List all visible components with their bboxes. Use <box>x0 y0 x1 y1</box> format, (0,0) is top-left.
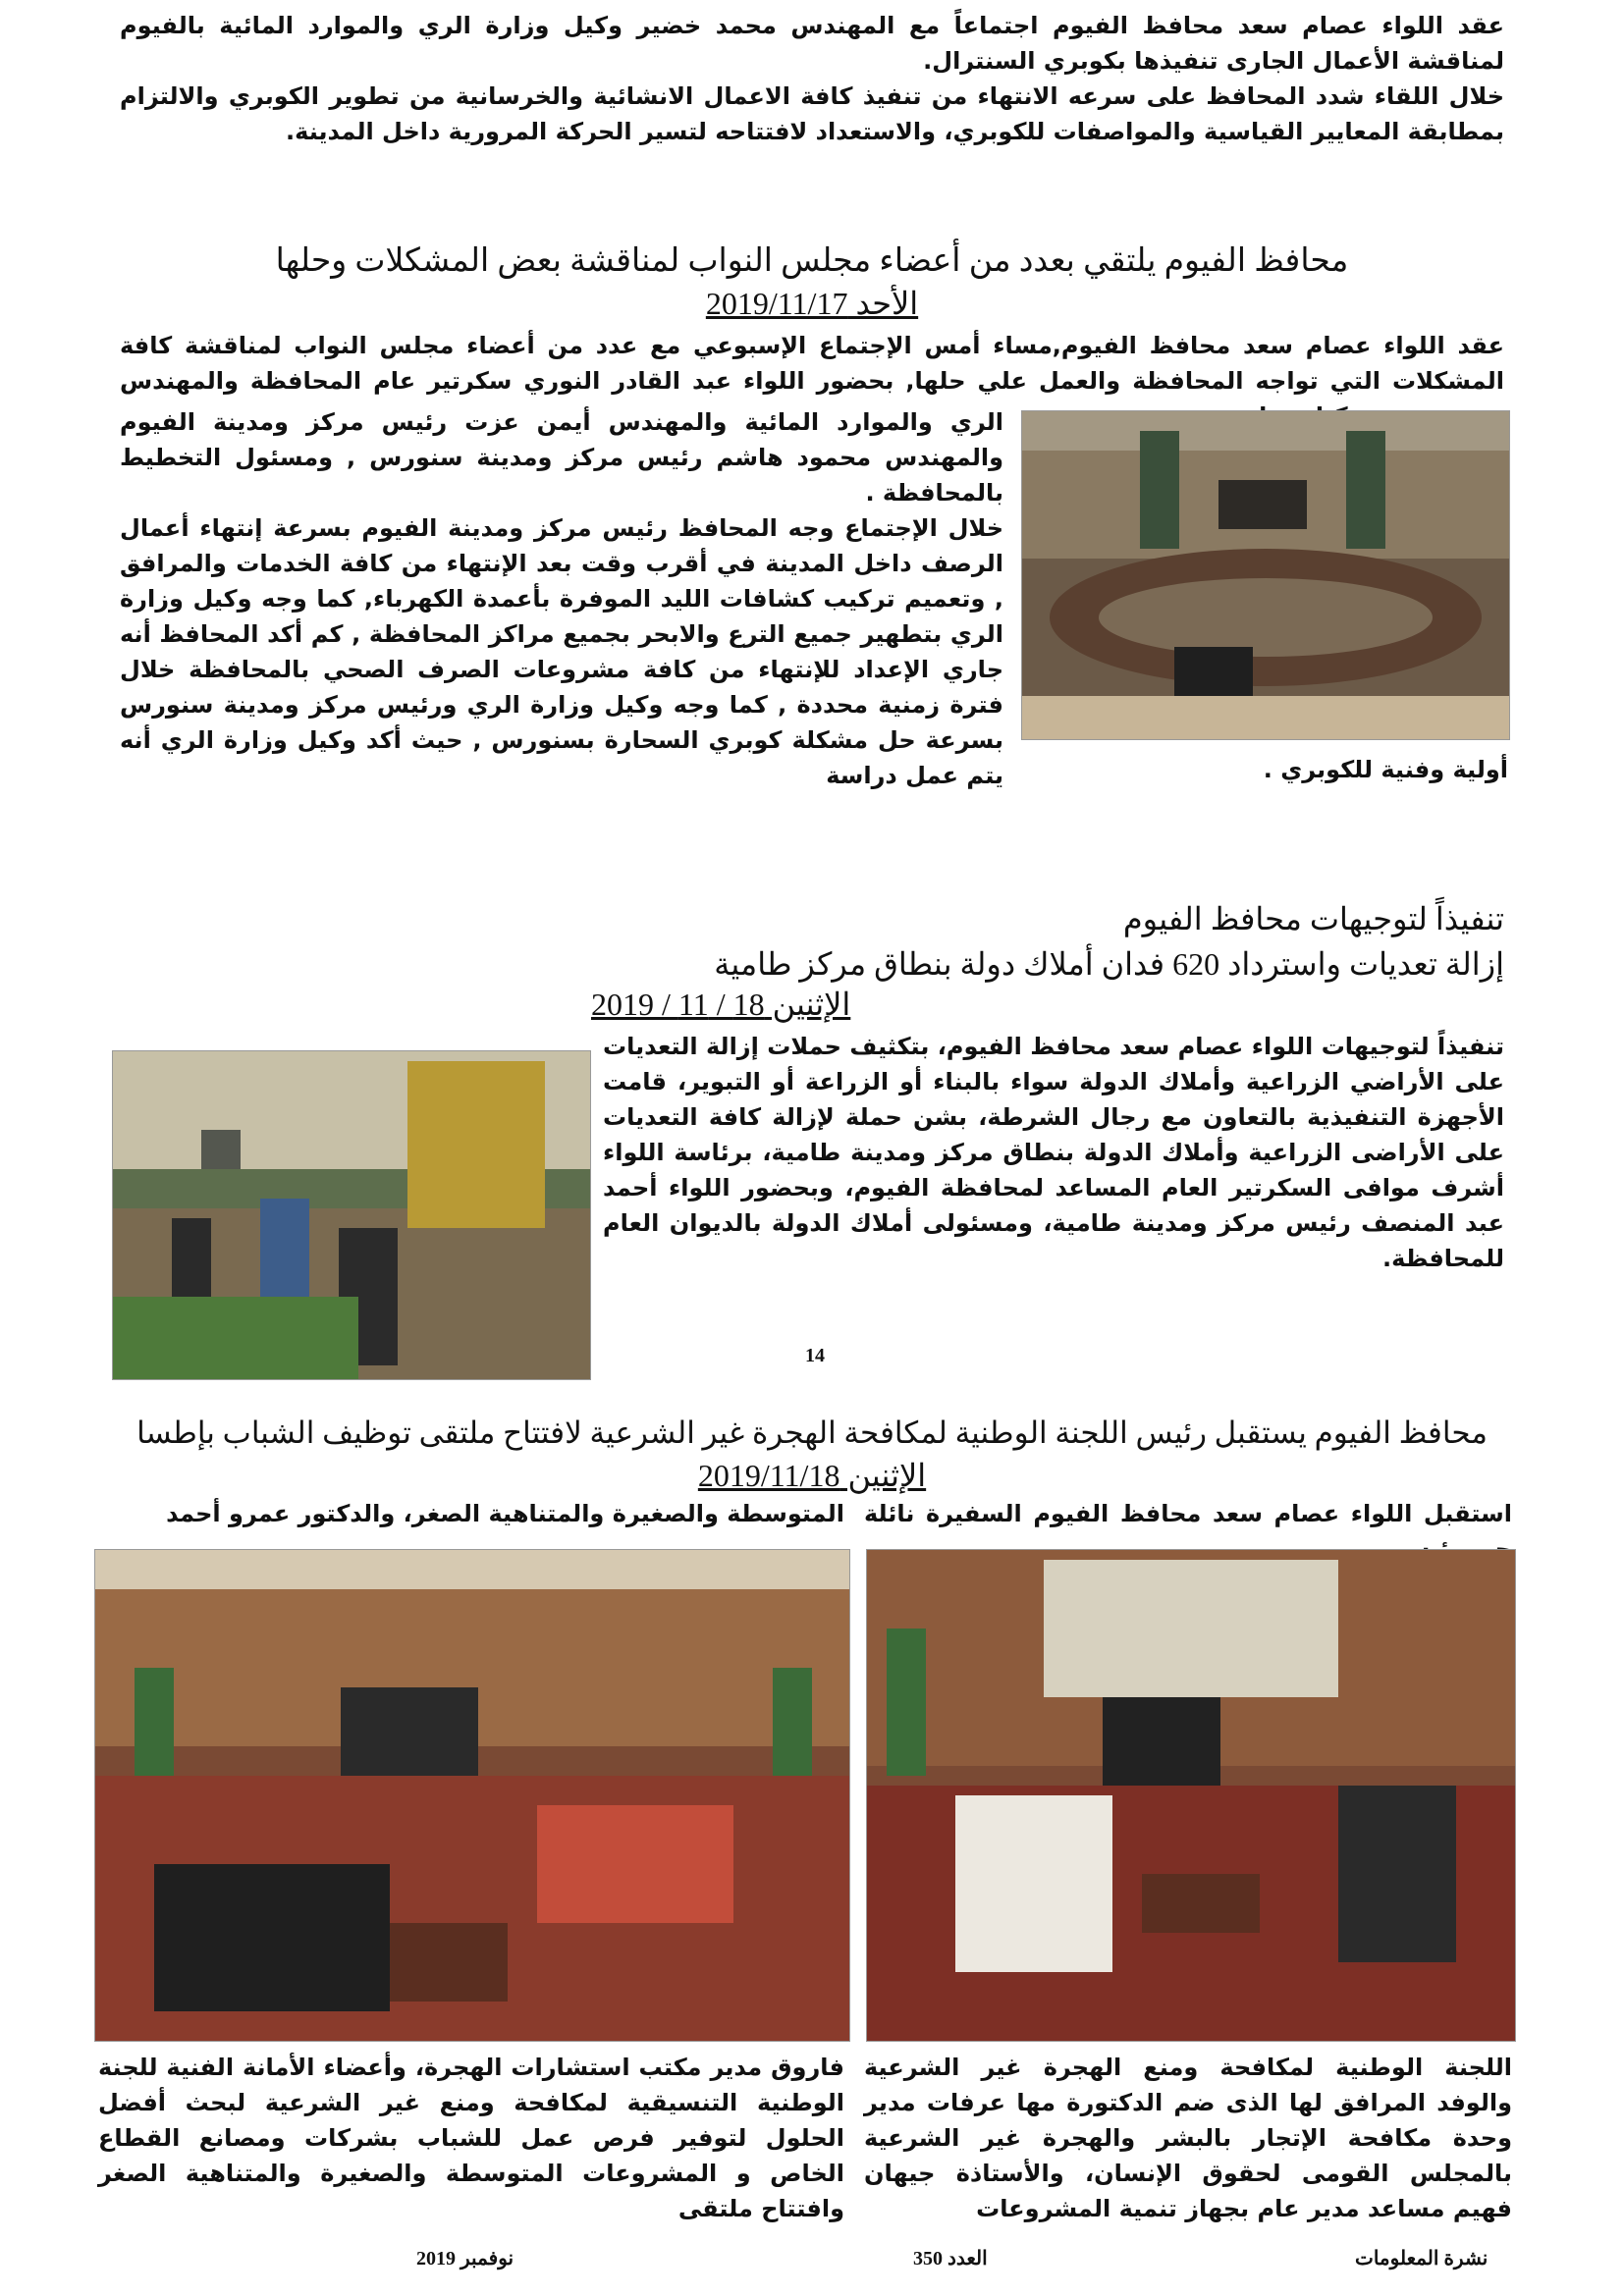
article2-title-1: تنفيذاً لتوجيهات محافظ الفيوم <box>1122 901 1504 936</box>
demolition-photo <box>112 1050 591 1380</box>
article2-body-text: تنفيذاً لتوجيهات اللواء عصام سعد محافظ الفيوم، بتكثيف حملات إزالة التعديات على الأراضي الزراعية وأملاك الدولة سواء بالبناء أو الزراعة أو التبوير، قامت الأجهزة التنفيذية بالتعاون مع رجال الشرطة، بشن حملة لإزالة كافة التعديات على الأراضى الزراعية وأملاك الدولة بنطاق مركز ومدينة طامية، برئاسة اللواء أشرف موافى السكرتير العام المساعد لمحافظة الفيوم، وبحضور اللواء أحمد عبد المنصف رئيس مركز ومدينة طامية، ومسئولى أملاك الدولة بالديوان العام للمحافظة. <box>603 1033 1504 1272</box>
intro-paragraph-2: خلال اللقاء شدد المحافظ على سرعه الانتهاء من تنفيذ كافة الاعمال الانشائية والخرسانية من تطوير الكوبري والالتزام بمطابقة المعايير القياسية والمواصفات للكوبري، والاستعداد لافتتاحه لتسير الحركة المرورية داخل المدينة. <box>120 82 1504 145</box>
office-photo-right-image <box>867 1550 1515 2041</box>
footer-bulletin: نشرة المعلومات <box>1355 2248 1489 2269</box>
article2-date: الإثنين 18 / 11 / 2019 <box>591 987 851 1022</box>
meeting-photo <box>1021 410 1510 740</box>
office-photo-right <box>866 1549 1516 2042</box>
article3-date: الإثنين 2019/11/18 <box>697 1458 927 1493</box>
article3-left-top <box>98 1496 844 1531</box>
article1-date: الأحد 2019/11/17 <box>705 286 919 321</box>
office-photo-left-image <box>95 1550 849 2041</box>
article3-title: محافظ الفيوم يستقبل رئيس اللجنة الوطنية لمكافحة الهجرة غير الشرعية لافتتاح ملتقى توظيف الشباب بإطسا <box>136 1415 1488 1450</box>
article1-column-text-2: خلال الإجتماع وجه المحافظ رئيس مركز ومدينة الفيوم بسرعة إنتهاء أعمال الرصف داخل المدينة في أقرب وقت بعد الإنتهاء من كافة الخدمات والمرافق , وتعميم تركيب كشافات الليد الموفرة بأعمدة الكهرباء, كما وجه وكيل وزارة الري بتطهير جميع الترع والابحر بجميع مراكز المحافظة , كم أكد المحافظ أنه جاري الإعداد للإنتهاء من كافة مشروعات الصرف الصحي بالمحافظة خلال فترة زمنية محددة , كما وجه وكيل وزارة الري ورئيس مركز ومدينة سنورس بسرعة حل مشكلة كوبري السحارة بسنورس , حيث أكد وكيل وزارة الري أنه يتم عمل دراسة <box>120 514 1003 789</box>
footer-month: نوفمبر 2019 <box>416 2248 514 2269</box>
article1-title: محافظ الفيوم يلتقي بعدد من أعضاء مجلس النواب لمناقشة بعض المشكلات وحلها <box>275 243 1349 279</box>
office-photo-left <box>94 1549 850 2042</box>
article2-title-2: إزالة تعديات واسترداد 620 فدان أملاك دولة بنطاق مركز طامية <box>714 946 1504 982</box>
demolition-photo-image <box>113 1051 590 1379</box>
intro-paragraph-1: عقد اللواء عصام سعد محافظ الفيوم اجتماعاً مع المهندس محمد خضير وكيل وزارة الري والموارد المائية بالفيوم لمناقشة الأعمال الجارى تنفيذها بكوبري السنترال. <box>120 12 1504 75</box>
article1-tail <box>805 752 1508 787</box>
page-number: 14 <box>805 1345 825 1366</box>
article1-column-text: الري والموارد المائية والمهندس أيمن عزت رئيس مركز ومدينة الفيوم والمهندس محمود هاشم رئيس مركز ومدينة سنورس , ومسئول التخطيط بالمحافظة . <box>120 408 1003 507</box>
article3-left-top-text: المتوسطة والصغيرة والمتناهية الصغر، والدكتور عمرو أحمد <box>166 1500 844 1527</box>
article3-right-top-text: استقبل اللواء عصام سعد محافظ الفيوم السفيرة نائلة <box>864 1500 1512 1527</box>
article3-left-bottom <box>98 2050 844 2226</box>
meeting-photo-image <box>1022 411 1509 739</box>
article1-column <box>120 404 1003 793</box>
article2-body <box>603 1029 1504 1276</box>
footer-issue: العدد 350 <box>913 2248 988 2269</box>
article1-tail-text: أولية وفنية للكوبري . <box>1263 756 1508 783</box>
article3-right-bottom-text: اللجنة الوطنية لمكافحة ومنع الهجرة غير الشرعية والوفد المرافق لها الذى ضم الدكتورة مها عرفات مدير وحدة مكافحة الإتجار بالبشر والهجرة غير الشرعية بالمجلس القومى لحقوق الإنسان، والأستاذة جيهان فهيم مساعد مدير عام بجهاز تنمية المشروعات <box>864 2054 1512 2222</box>
article3-left-bottom-text: فاروق مدير مكتب استشارات الهجرة، وأعضاء الأمانة الفنية للجنة الوطنية التنسيقية لمكافحة ومنع غير الشرعية لبحث أفضل الحلول لتوفير فرص عمل للشباب بشركات ومصانع القطاع الخاص و المشروعات المتوسطة والصغيرة والمتناهية الصغر وافتتاح ملتقى <box>98 2054 844 2222</box>
intro-section <box>120 8 1504 149</box>
article1-lead-text: عقد اللواء عصام سعد محافظ الفيوم,مساء أمس الإجتماع الإسبوعي مع عدد من أعضاء مجلس النواب لمناقشة كافة المشكلات التي تواجه المحافظة والعمل علي حلها, بحضور اللواء عبد القادر النوري سكرتير عام المحافظة والمهندس <box>120 332 1504 395</box>
article3-right-bottom <box>864 2050 1512 2226</box>
